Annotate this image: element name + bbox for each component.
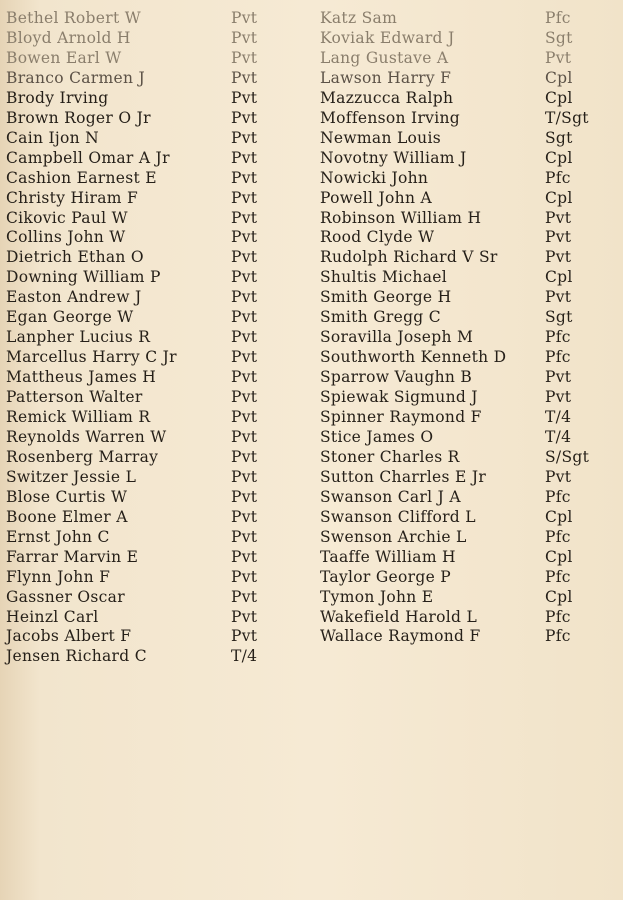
soldier-name: Ernst John C [6, 527, 110, 546]
soldier-name: Jensen Richard C [6, 647, 147, 666]
soldier-name: Robinson William H [320, 208, 482, 227]
soldier-rank: T/4 [545, 408, 572, 426]
soldier-rank: Cpl [545, 148, 573, 167]
soldier-rank: Pvt [231, 368, 258, 387]
soldier-rank: Cpl [545, 547, 573, 566]
soldier-rank: S/Sgt [545, 447, 590, 466]
soldier-rank: Cpl [545, 268, 573, 287]
soldier-rank: Pfc [545, 328, 571, 347]
soldier-name: Marcellus Harry C Jr [6, 348, 177, 367]
soldier-rank: Pvt [231, 148, 258, 167]
soldier-name: Reynolds Warren W [6, 427, 167, 446]
soldier-name: Downing William P [6, 268, 161, 287]
soldier-rank: Sgt [545, 28, 573, 47]
soldier-name: Jacobs Albert F [6, 627, 132, 646]
soldier-rank: Pvt [545, 228, 572, 247]
soldier-rank: Pvt [545, 208, 572, 227]
soldier-name: Bowen Earl W [6, 48, 122, 67]
soldier-name: Brown Roger O Jr [6, 108, 151, 127]
soldier-name: Lang Gustave A [320, 48, 449, 67]
soldier-name: Blose Curtis W [6, 487, 128, 506]
soldier-rank: Pvt [545, 248, 572, 267]
soldier-name: Soravilla Joseph M [320, 328, 474, 347]
soldier-name: Switzer Jessie L [6, 467, 137, 486]
soldier-rank: Pvt [231, 128, 258, 147]
soldier-name: Taylor George P [320, 567, 452, 586]
soldier-name: Gassner Oscar [6, 587, 125, 606]
soldier-name: Lawson Harry F [320, 68, 452, 87]
soldier-rank: Pfc [545, 9, 571, 27]
soldier-rank: Cpl [545, 88, 573, 107]
soldier-rank: Pvt [231, 547, 258, 566]
soldier-rank: Sgt [545, 308, 573, 327]
soldier-rank: Pvt [545, 467, 572, 486]
soldier-name: Lanpher Lucius R [6, 328, 151, 347]
soldier-rank: Pvt [231, 228, 258, 247]
soldier-name: Cikovic Paul W [6, 208, 128, 227]
soldier-name: Mattheus James H [6, 368, 157, 387]
soldier-name: Brody Irving [6, 88, 109, 107]
soldier-name: Patterson Walter [6, 388, 143, 407]
soldier-name: Tymon John E [320, 587, 434, 606]
soldier-rank: Cpl [545, 188, 573, 207]
soldier-rank: Pvt [231, 527, 258, 546]
soldier-rank: Pvt [231, 467, 258, 486]
soldier-rank: Pvt [231, 388, 258, 407]
soldier-name: Rood Clyde W [320, 228, 435, 247]
soldier-rank: Pvt [231, 507, 258, 526]
soldier-rank: Pvt [231, 567, 258, 586]
soldier-name: Newman Louis [320, 128, 441, 147]
soldier-rank: Pfc [545, 487, 571, 506]
soldier-name: Campbell Omar A Jr [6, 148, 170, 167]
soldier-name: Sutton Charrles E Jr [320, 467, 487, 486]
soldier-name: Smith George H [320, 288, 452, 307]
soldier-rank: Pvt [231, 268, 258, 287]
soldier-name: Remick William R [6, 408, 151, 426]
soldier-name: Cain Ijon N [6, 128, 100, 147]
soldier-rank: Cpl [545, 507, 573, 526]
soldier-rank: Pvt [231, 208, 258, 227]
soldier-rank: Pvt [545, 388, 572, 407]
soldier-rank: Pvt [231, 188, 258, 207]
soldier-name: Shultis Michael [320, 268, 447, 287]
soldier-rank: Pvt [231, 248, 258, 267]
soldier-rank: Pvt [545, 288, 572, 307]
soldier-name: Dietrich Ethan O [6, 248, 144, 267]
soldier-rank: Pvt [231, 408, 258, 426]
soldier-rank: Pvt [231, 68, 258, 87]
soldier-name: Rudolph Richard V Sr [320, 248, 498, 267]
soldier-name: Easton Andrew J [6, 288, 142, 307]
soldier-name: Moffenson Irving [320, 108, 460, 127]
soldier-rank: T/4 [545, 427, 572, 446]
soldier-name: Swanson Clifford L [320, 507, 476, 526]
soldier-rank: Pvt [231, 607, 258, 626]
soldier-rank: Pfc [545, 567, 571, 586]
soldier-rank: Pvt [231, 427, 258, 446]
soldier-name: Egan George W [6, 308, 134, 327]
soldier-name: Spiewak Sigmund J [320, 388, 478, 407]
soldier-name: Bloyd Arnold H [6, 28, 131, 47]
soldier-rank: Cpl [545, 68, 573, 87]
soldier-rank: Pvt [231, 487, 258, 506]
soldier-name: Swenson Archie L [320, 527, 467, 546]
soldier-rank: T/Sgt [545, 108, 589, 127]
soldier-rank: Pvt [231, 9, 258, 27]
soldier-name: Sparrow Vaughn B [320, 368, 473, 387]
soldier-name: Cashion Earnest E [6, 168, 157, 187]
soldier-name: Nowicki John [320, 168, 429, 187]
soldier-rank: Pvt [545, 48, 572, 67]
soldier-name: Spinner Raymond F [320, 408, 482, 426]
soldier-rank: Pvt [231, 447, 258, 466]
soldier-name: Rosenberg Marray [6, 447, 159, 466]
soldier-rank: Pvt [231, 348, 258, 367]
soldier-name: Katz Sam [320, 9, 398, 27]
soldier-name: Powell John A [320, 188, 432, 207]
soldier-name: Novotny William J [320, 148, 467, 167]
soldier-name: Smith Gregg C [320, 308, 441, 327]
soldier-rank: Pvt [231, 328, 258, 347]
soldier-name: Southworth Kenneth D [320, 348, 507, 367]
soldier-rank: Pvt [231, 168, 258, 187]
soldier-rank: Pvt [231, 627, 258, 646]
soldier-rank: Pvt [231, 28, 258, 47]
soldier-name: Christy Hiram F [6, 188, 139, 207]
soldier-rank: Pvt [231, 108, 258, 127]
soldier-rank: Pvt [231, 288, 258, 307]
soldier-name: Wallace Raymond F [320, 627, 481, 646]
soldier-rank: Pfc [545, 627, 571, 646]
soldier-name: Collins John W [6, 228, 126, 247]
soldier-name: Farrar Marvin E [6, 547, 139, 566]
soldier-name: Heinzl Carl [6, 607, 99, 626]
soldier-rank: Pfc [545, 607, 571, 626]
soldier-name: Wakefield Harold L [320, 607, 478, 626]
soldier-rank: Pvt [231, 48, 258, 67]
soldier-rank: Pvt [231, 88, 258, 107]
soldier-rank: Pfc [545, 348, 571, 367]
soldier-rank: T/4 [231, 647, 258, 666]
soldier-name: Koviak Edward J [320, 28, 455, 47]
soldier-name: Flynn John F [6, 567, 111, 586]
soldier-name: Taaffe William H [320, 547, 456, 566]
soldier-rank: Sgt [545, 128, 573, 147]
soldier-name: Stoner Charles R [320, 447, 460, 466]
soldier-rank: Cpl [545, 587, 573, 606]
soldier-name: Bethel Robert W [6, 9, 141, 27]
soldier-name: Swanson Carl J A [320, 487, 461, 506]
soldier-rank: Pvt [231, 308, 258, 327]
soldier-rank: Pvt [231, 587, 258, 606]
soldier-name: Mazzucca Ralph [320, 88, 454, 107]
soldier-name: Boone Elmer A [6, 507, 128, 526]
soldier-name: Branco Carmen J [6, 68, 145, 87]
soldier-name: Stice James O [320, 427, 434, 446]
soldier-rank: Pfc [545, 527, 571, 546]
soldier-rank: Pvt [545, 368, 572, 387]
soldier-rank: Pfc [545, 168, 571, 187]
